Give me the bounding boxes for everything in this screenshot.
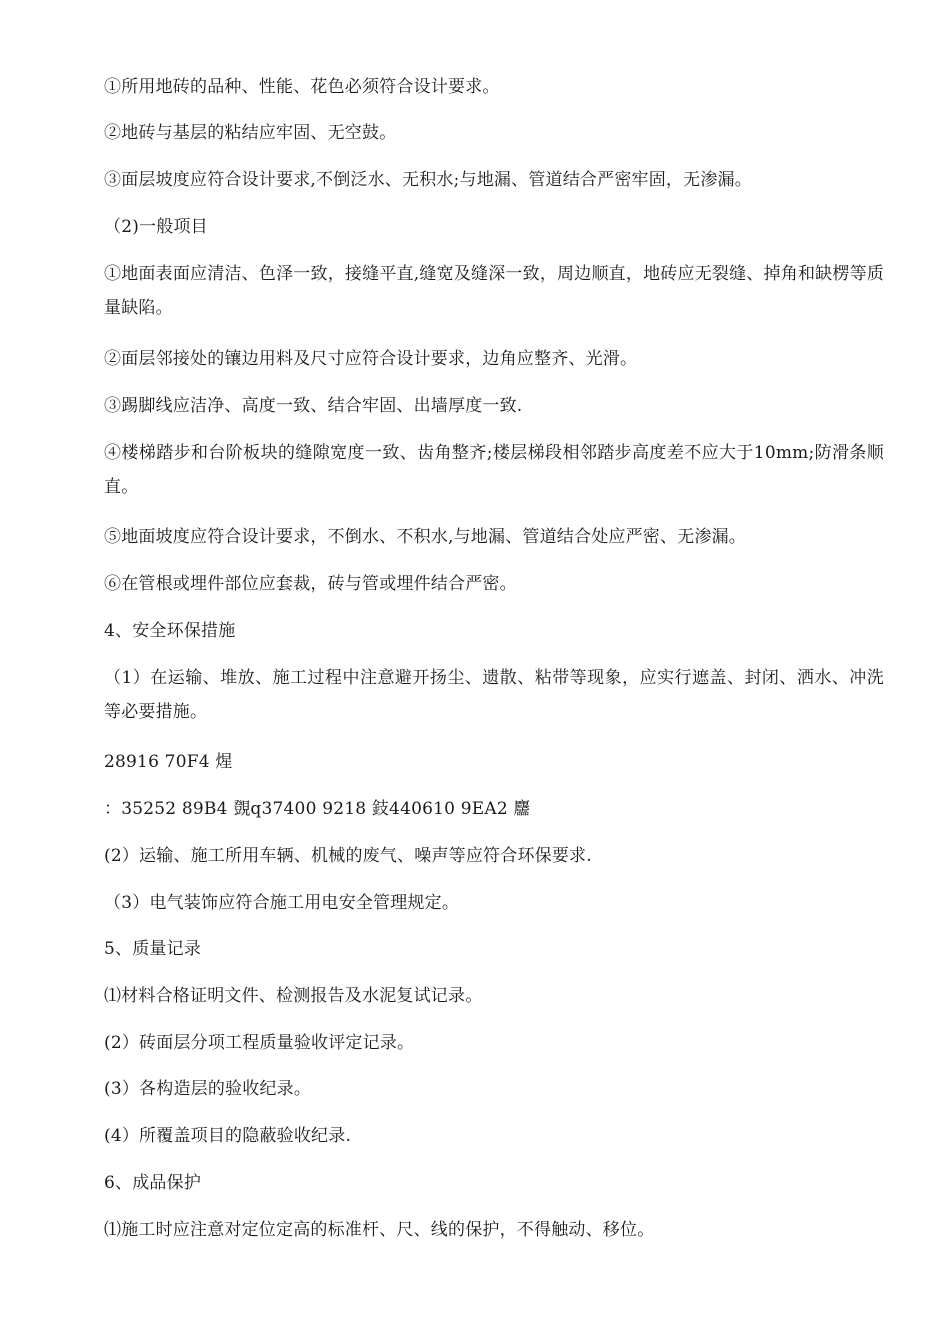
paragraph-general-item-6: ⑥在管根或埋件部位应套裁，砖与管或埋件结合严密。 [104,574,517,594]
paragraph-general-item-1: ①地面表面应清洁、色泽一致，接缝平直,缝宽及缝深一致，周边顺直，地砖应无裂缝、掉角和缺楞等质量缺陷。 [104,264,884,318]
paragraph-general-item-4: ④楼梯踏步和台阶板块的缝隙宽度一致、齿角整齐;楼层梯段相邻踏步高度差不应大于10mm;防滑条顺直。 [104,443,884,497]
paragraph-main-item-1: ①所用地砖的品种、性能、花色必须符合设计要求。 [104,77,500,97]
paragraph-records-item-3: (3）各构造层的验收纪录。 [104,1079,312,1099]
section-heading-protection: 6、成品保护 [104,1173,202,1193]
subsection-heading-general: （2)一般项目 [104,217,208,237]
paragraph-safety-item-2: (2）运输、施工所用车辆、机械的废气、噪声等应符合环保要求. [104,846,592,866]
garbled-code-line-1: 28916 70F4 煋 [104,752,233,772]
paragraph-records-item-1: ⑴材料合格证明文件、检测报告及水泥复试记录。 [104,986,483,1006]
paragraph-main-item-2: ②地砖与基层的粘结应牢固、无空鼓。 [104,123,397,143]
section-heading-quality-records: 5、质量记录 [104,939,202,959]
paragraph-general-item-3: ③踢脚线应洁净、高度一致、结合牢固、出墙厚度一致. [104,396,523,416]
paragraph-general-item-5: ⑤地面坡度应符合设计要求，不倒水、不积水,与地漏、管道结合处应严密、无渗漏。 [104,527,747,547]
paragraph-general-item-2: ②面层邻接处的镶边用料及尺寸应符合设计要求，边角应整齐、光滑。 [104,349,638,369]
paragraph-safety-item-3: （3）电气装饰应符合施工用电安全管理规定。 [104,893,460,913]
garbled-code-line-2: ：35252 89B4 覴q37400 9218 鈘440610 9EA2 麢 [104,799,531,819]
paragraph-records-item-2: (2）砖面层分项工程质量验收评定记录。 [104,1033,415,1053]
paragraph-records-item-4: (4）所覆盖项目的隐蔽验收纪录. [104,1126,352,1146]
paragraph-main-item-3: ③面层坡度应符合设计要求,不倒泛水、无积水;与地漏、管道结合严密牢固，无渗漏。 [104,170,752,190]
paragraph-protection-item-1: ⑴施工时应注意对定位定高的标准杆、尺、线的保护，不得触动、移位。 [104,1220,655,1240]
section-heading-safety: 4、安全环保措施 [104,621,236,641]
paragraph-safety-item-1: （1）在运输、堆放、施工过程中注意避开扬尘、遗散、粘带等现象，应实行遮盖、封闭、洒水、冲洗等必要措施。 [104,668,884,722]
